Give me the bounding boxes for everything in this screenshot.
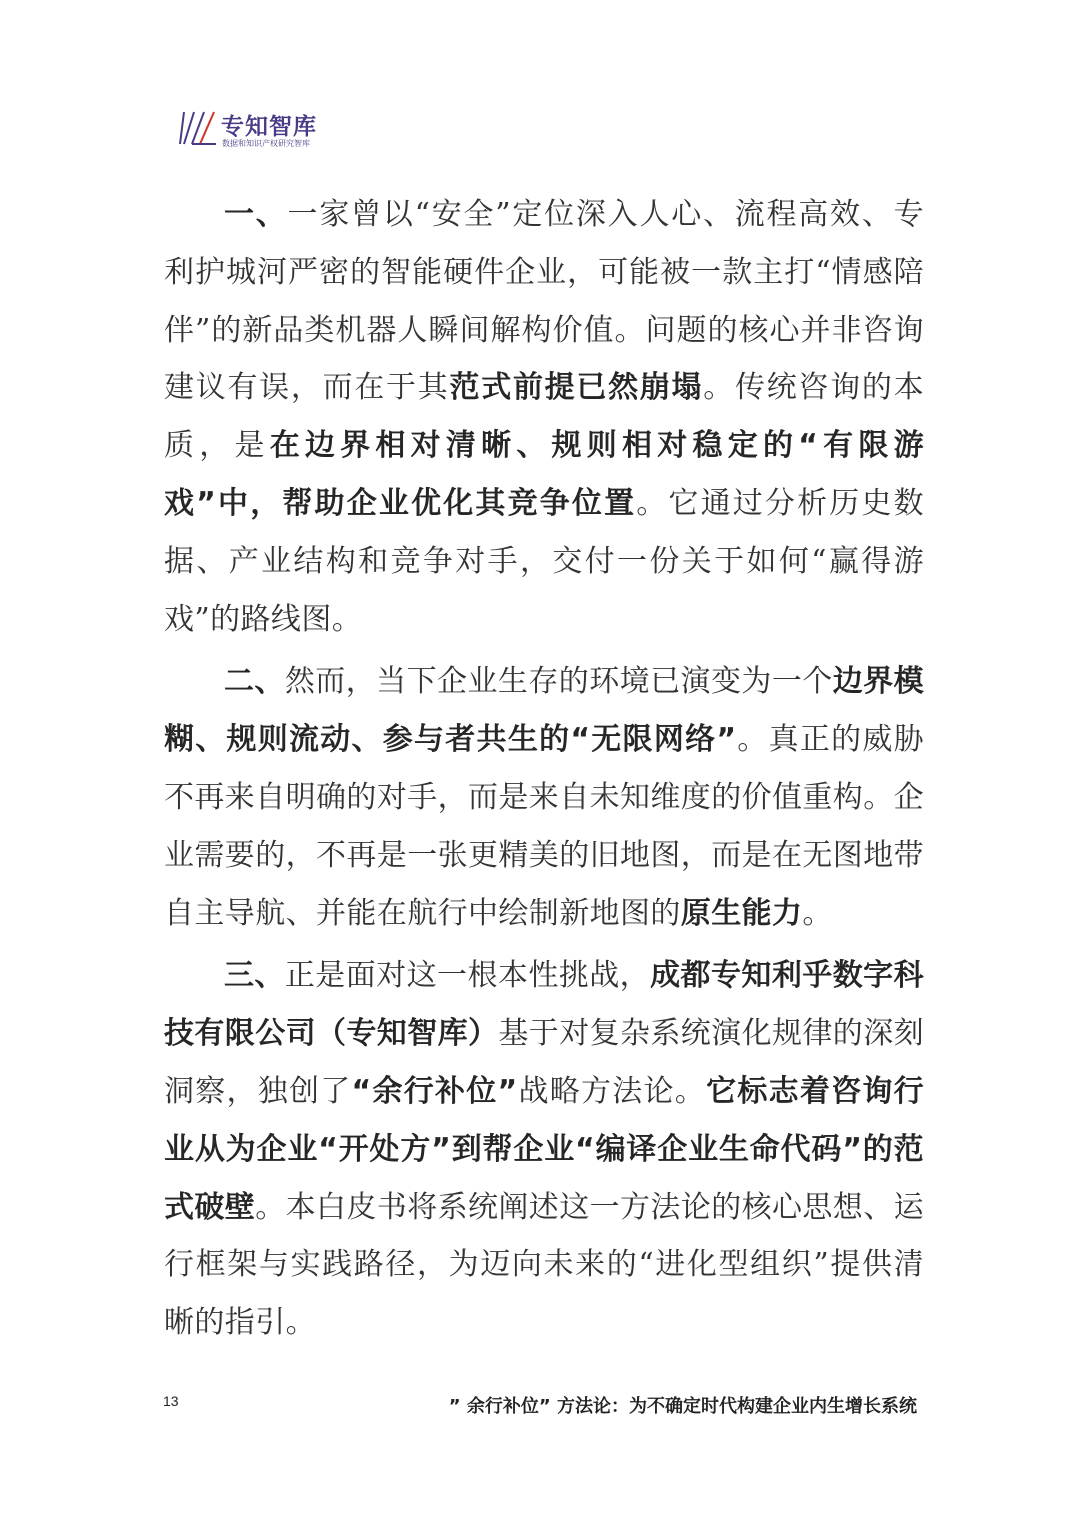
text-segment: 一、 bbox=[224, 197, 288, 232]
text-segment: 基于对复杂系统演化规律的深刻洞察，独创了 bbox=[164, 1016, 925, 1109]
text-segment: 它标志着咨询行业从为企业“开处方”到帮企业“编译企业生命代码”的范式破壁 bbox=[164, 1073, 924, 1225]
text-segment: 一家曾以“安全”定位深入人心、流程高效、专利护城河严密的智能硬件企业，可能被一款主打“情感陪伴”的新品类机器人瞬间解构价值。问题的核心并非咨询建议有误，而在于其 bbox=[164, 197, 924, 406]
text-segment: 范式前提已然崩塌 bbox=[449, 370, 704, 406]
text-segment: 。本白皮书将系统阐述这一方法论的核心思想、运行框架与实践路径，为迈向未来的“进化型组织”提供清晰的指引。 bbox=[164, 1189, 925, 1341]
logo bbox=[178, 108, 338, 152]
logo-title: 专知智库 bbox=[221, 114, 317, 140]
footer-title: ” 余行补位” 方法论：为不确定时代构建企业内生增长系统 bbox=[448, 1396, 917, 1417]
document-body bbox=[164, 186, 924, 1357]
text-segment: 成都专知利乎数字科技有限公司（专知智库） bbox=[164, 958, 924, 1052]
text-segment: 战略方法论。 bbox=[517, 1073, 707, 1109]
text-segment: 。 bbox=[802, 895, 833, 931]
logo-mark-icon bbox=[178, 110, 218, 148]
text-segment: “余行补位” bbox=[351, 1073, 518, 1109]
page-number: 13 bbox=[163, 1393, 179, 1409]
text-segment: 然而，当下企业生存的环境已演变为一个 bbox=[284, 664, 833, 700]
text-segment: 二、 bbox=[224, 664, 285, 700]
text-segment: 边界模糊、规则流动、参与者共生的“无限网络” bbox=[164, 664, 924, 758]
text-segment: 原生能力 bbox=[680, 895, 803, 931]
text-segment: 正是面对这一根本性挑战， bbox=[284, 958, 651, 994]
text-segment: 。真正的威胁不再来自明确的对手，而是来自未知维度的价值重构。企业需要的，不再是一张更精美的旧地图，而是在无图地带自主导航、并能在航行中绘制新地图的 bbox=[164, 722, 924, 931]
logo-subtitle: 数据和知识产权研究智库 bbox=[222, 139, 310, 148]
paragraph-2 bbox=[164, 653, 924, 942]
paragraph-3 bbox=[164, 947, 924, 1352]
text-segment: 在边界相对清晰、规则相对稳定的“有限游戏”中，帮助企业优化其竞争位置 bbox=[164, 428, 924, 521]
text-segment: 三、 bbox=[224, 958, 285, 994]
paragraph-1 bbox=[164, 186, 924, 648]
text-segment: 。它通过分析历史数据、产业结构和竞争对手，交付一份关于如何“赢得游戏”的路线图。 bbox=[164, 485, 924, 637]
text-segment: 。传统咨询的本质，是 bbox=[164, 370, 924, 464]
